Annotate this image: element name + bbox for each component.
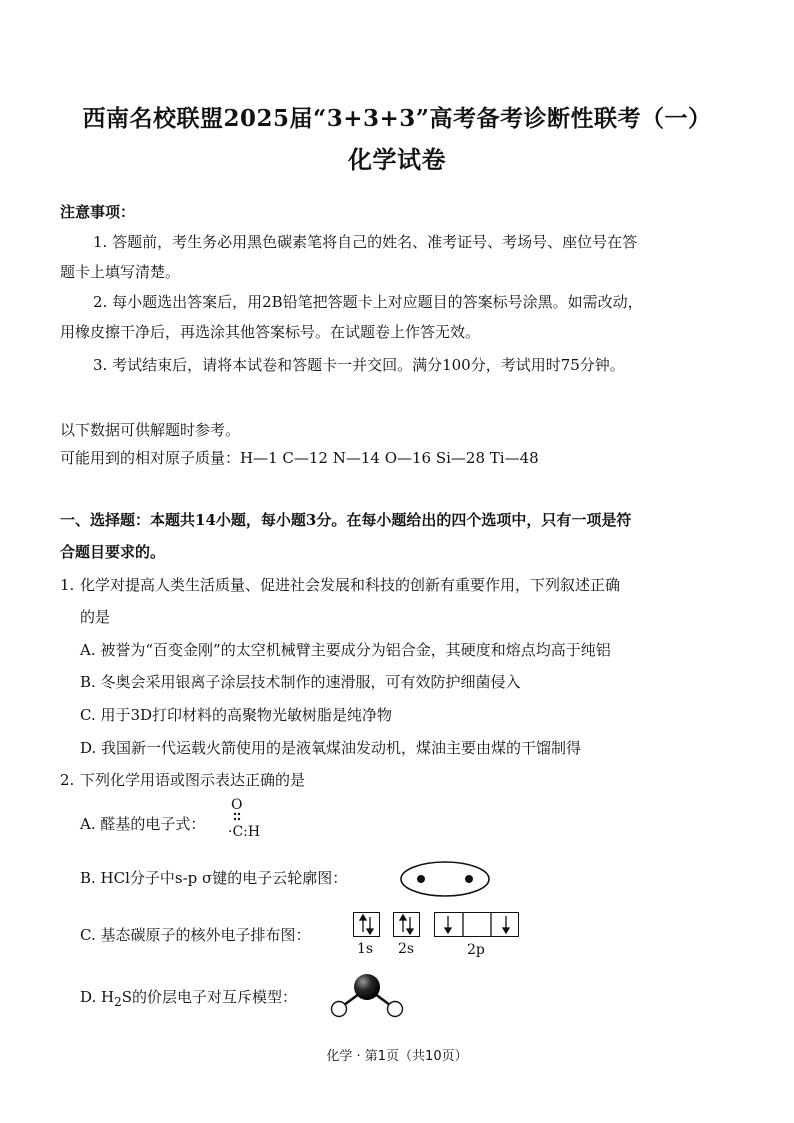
exam-title: 西南名校联盟2025届“3+3+3”高考备考诊断性联考（一） xyxy=(82,105,712,132)
orbital-label-1s: 1s xyxy=(357,941,374,957)
notice-item-2b: 用橡皮擦干净后，再选涂其他答案标号。在试题卷上作答无效。 xyxy=(60,323,481,341)
notice-item-1a: 1. 答题前，考生务必用黑色碳素笔将自己的姓名、准考证号、考场号、座位号在答 xyxy=(93,233,638,251)
notice-item-2a: 2. 每小题选出答案后，用2B铅笔把答题卡上对应题目的答案标号涂黑。如需改动， xyxy=(93,293,643,311)
exam-subtitle: 化学试卷 xyxy=(348,145,446,174)
notice-item-1b: 题卡上填写清楚。 xyxy=(60,263,181,281)
q1-option-b: B. 冬奥会采用银离子涂层技术制作的速滑服，可有效防护细菌侵入 xyxy=(80,673,521,691)
orbital-label-2s: 2s xyxy=(398,941,415,957)
notice-heading: 注意事项： xyxy=(60,203,136,221)
h2s-vsepr-model xyxy=(326,970,408,1020)
ref-line-1: 以下数据可供解题时参考。 xyxy=(60,421,241,439)
notice-item-3: 3. 考试结束后，请将本试卷和答题卡一并交回。满分100分，考试用时75分钟。 xyxy=(93,356,625,374)
section-heading-1: 一、选择题：本题共14小题，每小题3分。在每小题给出的四个选项中，只有一项是符 xyxy=(60,511,632,529)
q2-number: 2. xyxy=(60,771,75,789)
q2-option-d-subscript: 2 xyxy=(114,995,122,1009)
q1-stem-b: 的是 xyxy=(80,608,111,626)
q1-option-d: D. 我国新一代运载火箭使用的是液氧煤油发动机，煤油主要由煤的干馏制得 xyxy=(80,739,582,757)
q2-option-b: B. HCl分子中s-p σ键的电子云轮廓图： xyxy=(80,869,348,887)
q2-option-d-suffix: S的价层电子对互斥模型： xyxy=(121,988,298,1006)
aldehyde-carbon-label: ·C:H xyxy=(228,824,261,840)
orbital-label-2p: 2p xyxy=(467,942,485,958)
ref-atomic-masses: 可能用到的相对原子质量：H—1 C—12 N—14 O—16 Si—28 Ti—48 xyxy=(60,449,539,467)
q1-number: 1. xyxy=(60,576,75,594)
q2-stem: 下列化学用语或图示表达正确的是 xyxy=(80,771,306,789)
s-p-sigma-orbital-diagram xyxy=(399,859,491,899)
q2-option-d xyxy=(80,987,297,1012)
q2-option-d-prefix: D. H xyxy=(80,988,115,1006)
q2-option-a: A. 醛基的电子式： xyxy=(80,815,206,833)
q2-option-c: C. 基态碳原子的核外电子排布图： xyxy=(80,926,311,944)
electron-arrows xyxy=(353,912,523,938)
q1-stem-a: 化学对提高人类生活质量、促进社会发展和科技的创新有重要作用，下列叙述正确 xyxy=(80,576,621,594)
aldehyde-oxygen-label: O xyxy=(231,797,243,813)
page-footer: 化学 · 第1页（共10页） xyxy=(326,1049,468,1064)
q1-option-a: A. 被誉为“百变金刚”的太空机械臂主要成分为铝合金，其硬度和熔点均高于纯铝 xyxy=(80,641,611,659)
section-heading-2: 合题目要求的。 xyxy=(60,543,166,561)
q1-option-c: C. 用于3D打印材料的高聚物光敏树脂是纯净物 xyxy=(80,706,393,724)
